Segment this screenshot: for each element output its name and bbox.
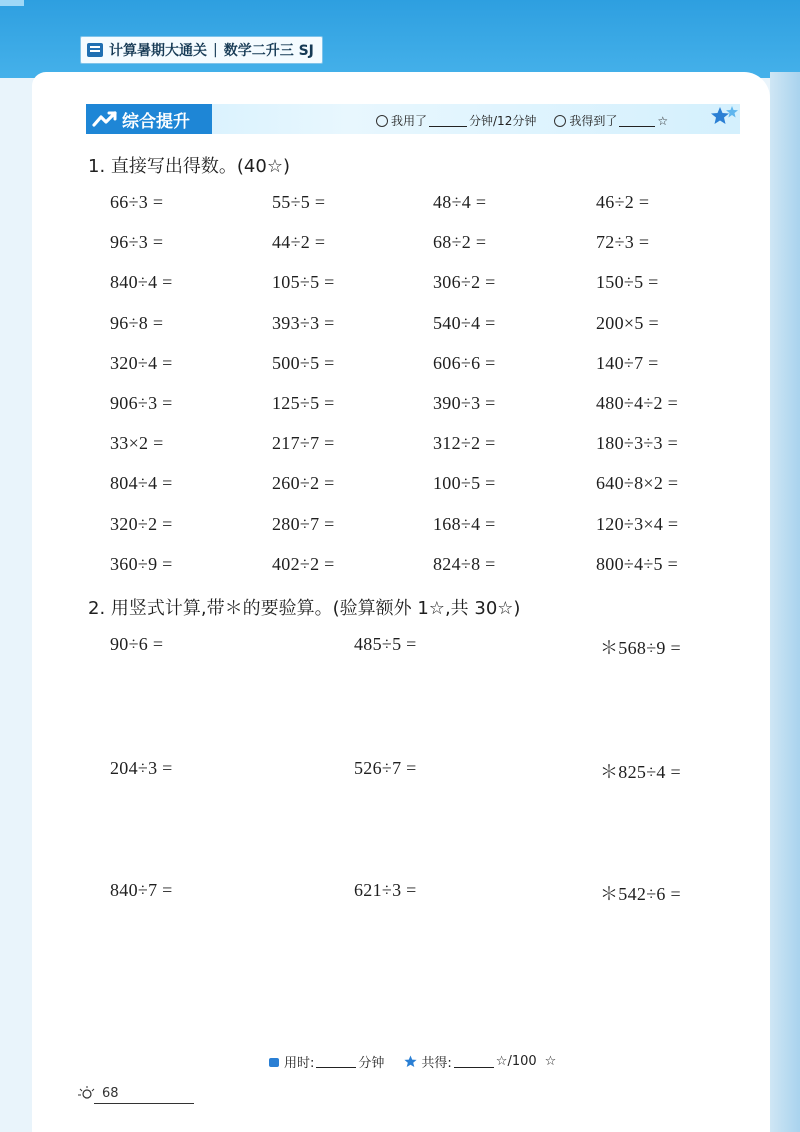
q1-equation: 200×5 = [596, 312, 659, 333]
q2-equation: ＊568÷9 = [600, 638, 681, 658]
q1-equation: 540÷4 = [433, 312, 496, 333]
q1-equation: 46÷2 = [596, 192, 650, 212]
q1-equation: 150÷5 = [596, 272, 659, 293]
decorative-stars-icon [710, 104, 740, 130]
got-prefix: 我得到了 [569, 114, 618, 128]
total-time-field[interactable] [316, 1055, 356, 1068]
q1-equation: 260÷2 = [272, 473, 335, 494]
q1-equation: 96÷8 = [110, 312, 164, 333]
q1-equation: 360÷9 = [110, 553, 173, 574]
grade-label: 数学二升三 SJ [223, 43, 314, 59]
q2-equation: 526÷7 = [354, 758, 417, 778]
q1-equation: 320÷2 = [110, 513, 173, 534]
header-tab [80, 36, 323, 64]
total-score-field[interactable] [454, 1055, 494, 1068]
banner-highlight [0, 0, 24, 6]
book-icon [87, 43, 103, 57]
q1-equation: 280÷7 = [272, 513, 335, 534]
q1-equation: 906÷3 = [110, 393, 173, 413]
q1-equation: 606÷6 = [433, 352, 496, 373]
q1-equation: 55÷5 = [272, 192, 326, 212]
star-icon [404, 1055, 417, 1068]
q2-equation: 204÷3 = [110, 758, 173, 778]
q1-equation: 33×2 = [110, 433, 164, 454]
header-separator: | [213, 42, 218, 58]
q1-equation: 480÷4÷2 = [596, 393, 679, 413]
used-prefix: 我用了 [391, 114, 428, 128]
q1-equation: 393÷3 = [272, 312, 335, 333]
q1-equation: 390÷3 = [433, 393, 496, 413]
q2-equation: 621÷3 = [354, 880, 417, 900]
section-title [86, 104, 212, 134]
q1-equation: 44÷2 = [272, 232, 326, 253]
q1-equation: 217÷7 = [272, 433, 335, 454]
page-number-area [76, 1085, 119, 1101]
star-icon: ☆ [657, 113, 669, 128]
trend-up-icon [92, 110, 118, 128]
q1-equation: 48÷4 = [433, 192, 487, 212]
q1-equation: 140÷7 = [596, 352, 659, 373]
q2-equation: 840÷7 = [110, 880, 173, 900]
question-2-title: 2. 用竖式计算,带＊的要验算。(验算额外 1☆,共 30☆) [88, 598, 521, 619]
page-edge [770, 72, 800, 1132]
q1-equation: 840÷4 = [110, 272, 173, 293]
footer-score-bar [268, 1052, 556, 1071]
stars-got-field[interactable] [619, 114, 655, 127]
question-1-title: 1. 直接写出得数。(40☆) [88, 156, 290, 177]
q1-equation: 66÷3 = [110, 192, 164, 212]
sun-icon [76, 1085, 96, 1101]
q1-equation: 320÷4 = [110, 352, 173, 373]
q2-equation: ＊825÷4 = [600, 762, 681, 782]
check-icon [554, 115, 566, 127]
time-label: 用时: [284, 1056, 315, 1071]
q1-equation: 105÷5 = [272, 272, 335, 293]
q1-equation: 96÷3 = [110, 232, 164, 253]
q1-equation: 120÷3×4 = [596, 513, 679, 534]
q1-equation: 306÷2 = [433, 272, 496, 293]
used-time-field[interactable] [429, 114, 467, 127]
q2-equation: 485÷5 = [354, 634, 417, 654]
footer-star: ☆ [544, 1054, 557, 1069]
clock-icon [376, 115, 388, 127]
q1-equation: 800÷4÷5 = [596, 553, 679, 574]
series-title: 计算暑期大通关 [109, 43, 207, 59]
q1-equation: 402÷2 = [272, 553, 335, 574]
q2-equation: ＊542÷6 = [600, 884, 681, 904]
used-suffix: 分钟/12分钟 [469, 114, 537, 128]
timing-bar [376, 112, 668, 129]
page-number: 68 [102, 1085, 119, 1101]
q1-equation: 72÷3 = [596, 232, 650, 253]
clock-icon [268, 1056, 280, 1068]
q1-equation: 312÷2 = [433, 433, 496, 454]
q1-equation: 500÷5 = [272, 352, 335, 373]
q1-equation: 804÷4 = [110, 473, 173, 494]
q2-equation: 90÷6 = [110, 634, 164, 654]
score-label: 共得: [421, 1056, 452, 1071]
q1-equation: 640÷8×2 = [596, 473, 679, 494]
q1-equation: 168÷4 = [433, 513, 496, 534]
section-title-text: 综合提升 [122, 111, 190, 132]
q1-equation: 100÷5 = [433, 473, 496, 494]
score-total: ☆/100 [495, 1054, 537, 1069]
q1-equation: 180÷3÷3 = [596, 433, 679, 454]
q1-equation: 824÷8 = [433, 553, 496, 574]
time-unit: 分钟 [358, 1056, 385, 1071]
q1-equation: 125÷5 = [272, 393, 335, 413]
q1-equation: 68÷2 = [433, 232, 487, 253]
